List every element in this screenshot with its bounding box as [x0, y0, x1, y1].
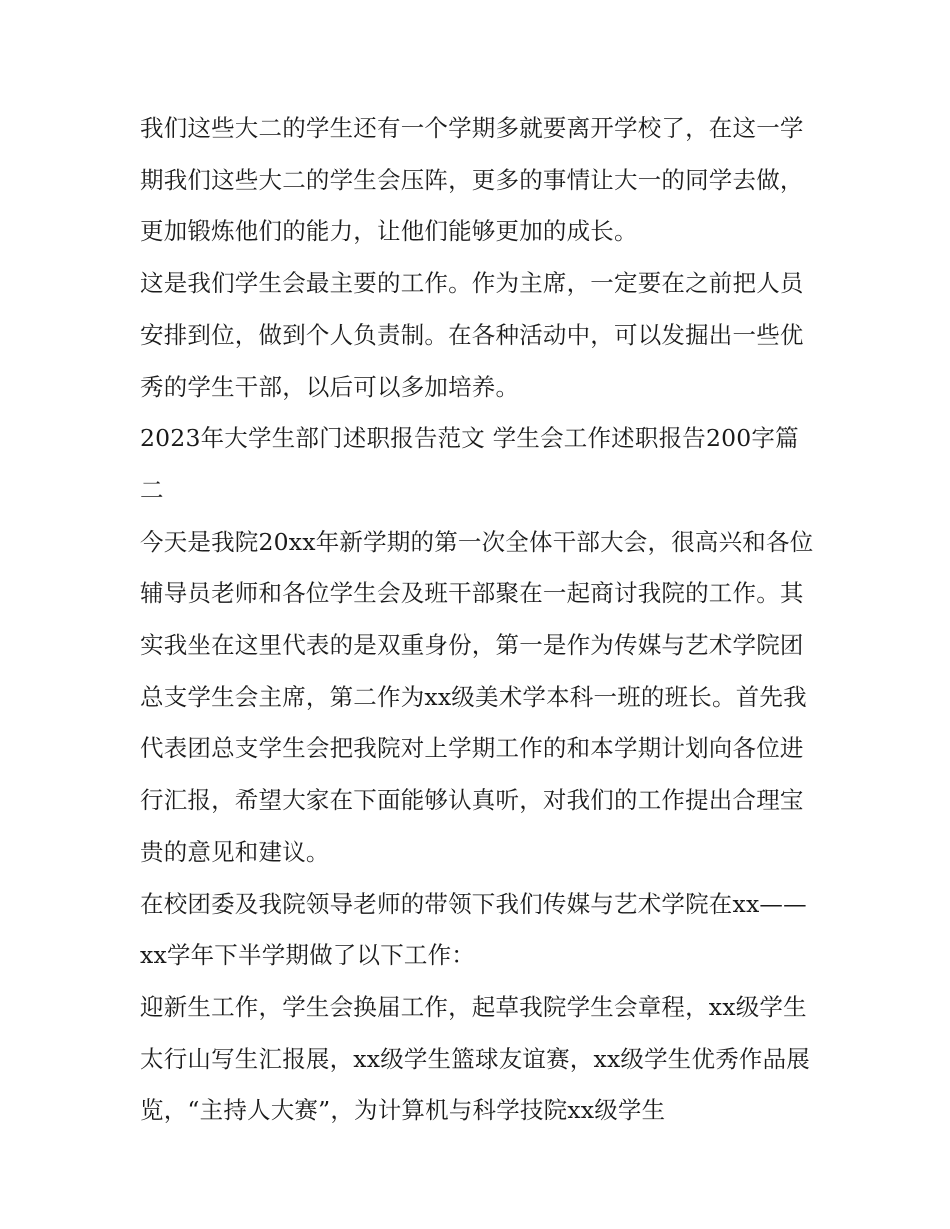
- paragraph: 今天是我院20xx年新学期的第一次全体干部大会，很高兴和各位辅导员老师和各位学生会及班干部聚在一起商讨我院的工作。其实我坐在这里代表的是双重身份，第一是作为传媒与艺术学院团总支学生会主席，第二作为xx级美术学本科一班的班长。首先我代表团总支学生会把我院对上学期工作的和本学期计划向各位进行汇报，希望大家在下面能够认真听，对我们的工作提出合理宝贵的意见和建议。: [140, 527, 814, 866]
- paragraph: 迎新生工作，学生会换届工作，起草我院学生会章程，xx级学生太行山写生汇报展，xx级学生篮球友谊赛，xx级学生优秀作品展览，“主持人大赛”，为计算机与科学技院xx级学生: [140, 992, 811, 1125]
- paragraph: 我们这些大二的学生还有一个学期多就要离开学校了，在这一学期我们这些大二的学生会压阵，更多的事情让大一的同学去做，更加锻炼他们的能力，让他们能够更加的成长。: [140, 114, 804, 246]
- section-heading: 2023年大学生部门述职报告范文 学生会工作述职报告200字篇二: [140, 424, 799, 504]
- paragraph: 这是我们学生会最主要的工作。作为主席，一定要在之前把人员安排到位，做到个人负责制。在各种活动中，可以发掘出一些优秀的学生干部，以后可以多加培养。: [140, 269, 804, 401]
- document-body: [140, 103, 820, 1137]
- paragraph: 在校团委及我院领导老师的带领下我们传媒与艺术学院在xx——xx学年下半学期做了以下工作：: [140, 889, 807, 970]
